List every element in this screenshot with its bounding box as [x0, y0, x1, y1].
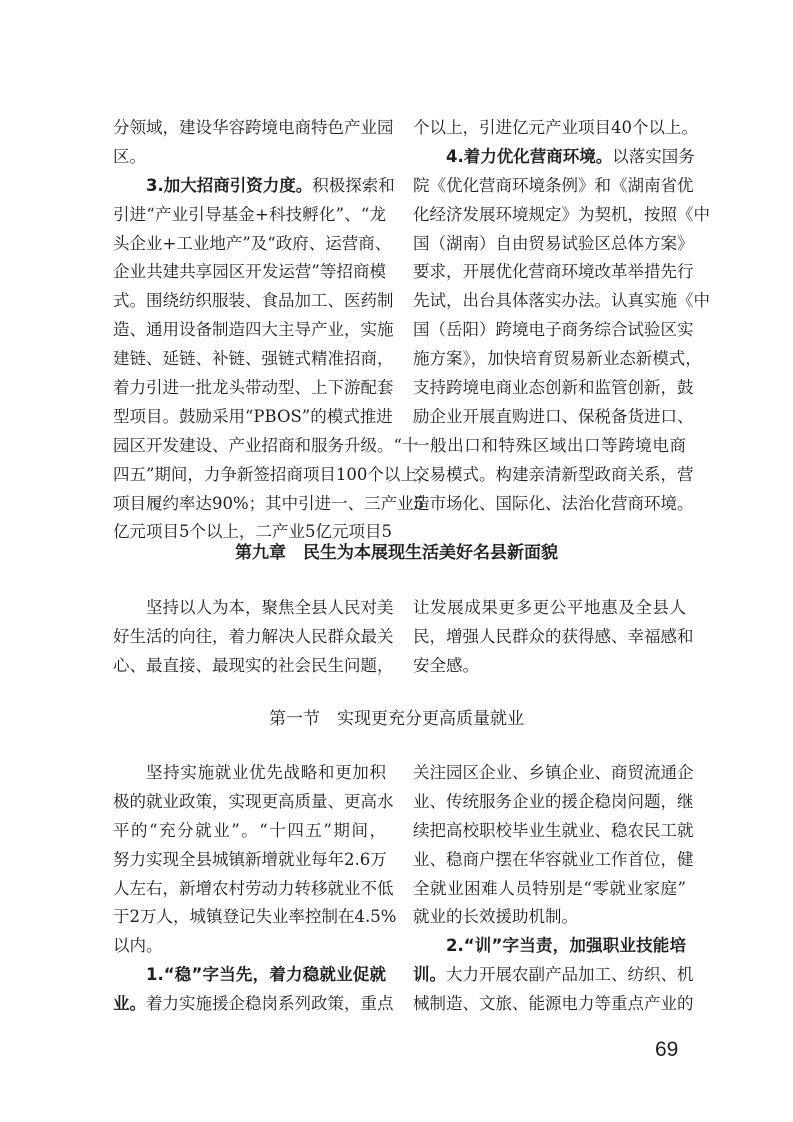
body-text: 业、稳商户摆在华容就业工作首位，健 — [413, 849, 694, 869]
text-line — [113, 759, 386, 788]
body-text: 好生活的向往，着力解决人民群众最关 — [113, 626, 394, 646]
text-line — [113, 788, 394, 817]
text-line — [413, 490, 694, 519]
body-text: 着力引进一批龙头带动型、上下游配套 — [113, 378, 394, 398]
body-text: 着力实施援企稳岗系列政策，重点 — [146, 994, 394, 1014]
body-text: 坚持以人为本，聚焦全县人民对美 — [146, 598, 394, 617]
body-text: 努力实现全县城镇新增就业每年2.6万 — [113, 849, 387, 869]
text-line — [113, 143, 386, 172]
body-text: 项目履约率达90%；其中引进一、三产业5 — [113, 493, 425, 513]
text-line — [413, 817, 694, 846]
text-line — [113, 990, 394, 1019]
text-line — [413, 652, 686, 681]
text-line — [413, 432, 686, 461]
bold-heading-text: 1.“稳”字当先，着力稳就业促就 — [146, 965, 386, 985]
body-text: 以内。 — [113, 936, 163, 956]
bottom-left-column — [113, 759, 397, 1019]
body-text: 以落实国务 — [612, 146, 695, 166]
text-line — [413, 114, 698, 143]
text-line — [113, 846, 386, 875]
text-line — [413, 594, 686, 623]
bold-heading-text: 训。 — [413, 965, 446, 985]
text-line — [113, 316, 394, 345]
text-line — [113, 258, 386, 287]
text-line — [113, 817, 386, 846]
chapter-title: 第九章 民生为本展现生活美好名县新面貌 — [235, 543, 558, 563]
body-text: 业、传统服务企业的援企稳岗问题，继 — [413, 791, 694, 811]
body-text: 大力开展农副产品加工、纺织、机 — [446, 965, 694, 985]
bold-heading-text: 2.“训”字当责，加强职业技能培 — [446, 936, 686, 956]
body-text: 就业的长效援助机制。 — [413, 907, 578, 927]
bold-heading-text: 4.着力优化营商环境。 — [446, 146, 613, 166]
body-text: 极的就业政策，实现更高质量、更高水 — [113, 791, 394, 811]
body-text: 安全感。 — [413, 655, 479, 675]
body-text: 支持跨境电商业态创新和监管创新，鼓 — [413, 378, 694, 398]
text-line — [113, 623, 394, 652]
body-text: 一般出口和特殊区域出口等跨境电商 — [413, 435, 686, 455]
body-text: 区。 — [113, 146, 146, 166]
text-line — [413, 172, 694, 201]
body-text: 式。围绕纺织服装、食品加工、医药制 — [113, 291, 394, 311]
body-text: 企业共建共享园区开发运营”等招商模 — [113, 262, 386, 282]
text-line — [113, 875, 394, 904]
body-text: 建链、延链、补链、强链式精准招商， — [113, 349, 394, 369]
body-text: 国（岳阳）跨境电子商务综合试验区实 — [413, 320, 694, 340]
body-text: 励企业开展直购进口、保税备货进口、 — [413, 406, 694, 426]
bold-heading-text: 业。 — [113, 994, 146, 1014]
top-left-column — [113, 114, 434, 547]
text-line — [413, 143, 695, 172]
text-line — [113, 461, 434, 490]
body-text: 交易模式。构建亲清新型政商关系，营 — [413, 464, 694, 484]
text-line — [413, 403, 694, 432]
body-text: 分领域，建设华容跨境电商特色产业园 — [113, 118, 394, 137]
text-line — [113, 114, 394, 143]
text-line — [413, 903, 686, 932]
text-line — [113, 230, 392, 259]
body-text: 国（湖南）自由贸易试验区总体方案》 — [413, 233, 694, 253]
page-number: 69 — [655, 1038, 679, 1061]
body-text: 引进“产业引导基金+科技孵化”、“龙 — [113, 204, 386, 224]
body-text: 造市场化、国际化、法治化营商环境。 — [413, 493, 694, 513]
body-text: 型项目。鼓励采用“PBOS”的模式推进 — [113, 406, 393, 426]
text-line — [413, 932, 686, 961]
text-line — [113, 903, 397, 932]
body-text: 于2万人，城镇登记失业率控制在4.5% — [113, 907, 397, 927]
text-line — [413, 345, 702, 374]
body-text: 关注园区企业、乡镇企业、商贸流通企 — [413, 763, 694, 782]
body-text: 头企业+工业地产”及“政府、运营商、 — [113, 233, 392, 253]
text-line — [113, 374, 394, 403]
text-line — [413, 990, 694, 1019]
body-text: 民，增强人民群众的获得感、幸福感和 — [413, 626, 694, 646]
bottom-right-column — [413, 759, 694, 1019]
text-line — [113, 172, 395, 201]
text-line — [113, 932, 386, 961]
body-text: 化经济发展环境规定》为契机，按照《中 — [413, 204, 710, 224]
top-right-column — [413, 114, 710, 518]
text-line — [413, 623, 694, 652]
body-text: 要求，开展优化营商环境改革举措先行 — [413, 262, 694, 282]
body-text: 人左右，新增农村劳动力转移就业不低 — [113, 878, 394, 898]
body-text: 械制造、文旅、能源电力等重点产业的 — [413, 994, 694, 1014]
text-line — [413, 258, 694, 287]
text-line — [413, 316, 694, 345]
intro-left-column — [113, 594, 394, 681]
text-line — [413, 846, 694, 875]
text-line — [413, 461, 694, 490]
text-line — [113, 403, 393, 432]
text-line — [413, 788, 694, 817]
text-line — [413, 201, 710, 230]
text-line — [413, 961, 694, 990]
text-line — [413, 759, 694, 788]
text-line — [113, 961, 386, 990]
text-line — [113, 201, 386, 230]
body-text: 施方案》，加快培育贸易新业态新模式， — [413, 349, 702, 369]
text-line — [113, 287, 394, 316]
body-text: 造、通用设备制造四大主导产业，实施 — [113, 320, 394, 340]
text-line — [113, 345, 394, 374]
section-title: 第一节 实现更充分更高质量就业 — [269, 709, 524, 729]
body-text: 亿元项目5个以上，二产业5亿元项目5 — [113, 522, 392, 542]
text-line — [113, 594, 394, 623]
body-text: 积极探索和 — [312, 175, 395, 195]
body-text: 让发展成果更多更公平地惠及全县人 — [413, 598, 686, 617]
body-text: 续把高校职校毕业生就业、稳农民工就 — [413, 820, 694, 840]
text-line — [413, 374, 694, 403]
body-text: 个以上，引进亿元产业项目40个以上。 — [413, 118, 698, 137]
body-text: 全就业困难人员特别是“零就业家庭” — [413, 878, 686, 898]
body-text: 四五”期间，力争新签招商项目100个以上， — [113, 464, 434, 484]
body-text: 先试，出台具体落实办法。认真实施《中 — [413, 291, 710, 311]
body-text: 园区开发建设、产业招商和服务升级。“十 — [113, 435, 419, 455]
text-line — [413, 875, 686, 904]
body-text: 平的“充分就业”。“十四五”期间， — [113, 820, 386, 840]
body-text: 心、最直接、最现实的社会民生问题， — [113, 655, 394, 675]
text-line — [113, 490, 425, 519]
text-line — [113, 652, 394, 681]
bold-heading-text: 3.加大招商引资力度。 — [146, 175, 313, 195]
body-text: 院《优化营商环境条例》和《湖南省优 — [413, 175, 694, 195]
intro-right-column — [413, 594, 694, 681]
body-text: 坚持实施就业优先战略和更加积 — [146, 763, 386, 782]
text-line — [413, 287, 710, 316]
text-line — [113, 432, 419, 461]
text-line — [413, 230, 694, 259]
